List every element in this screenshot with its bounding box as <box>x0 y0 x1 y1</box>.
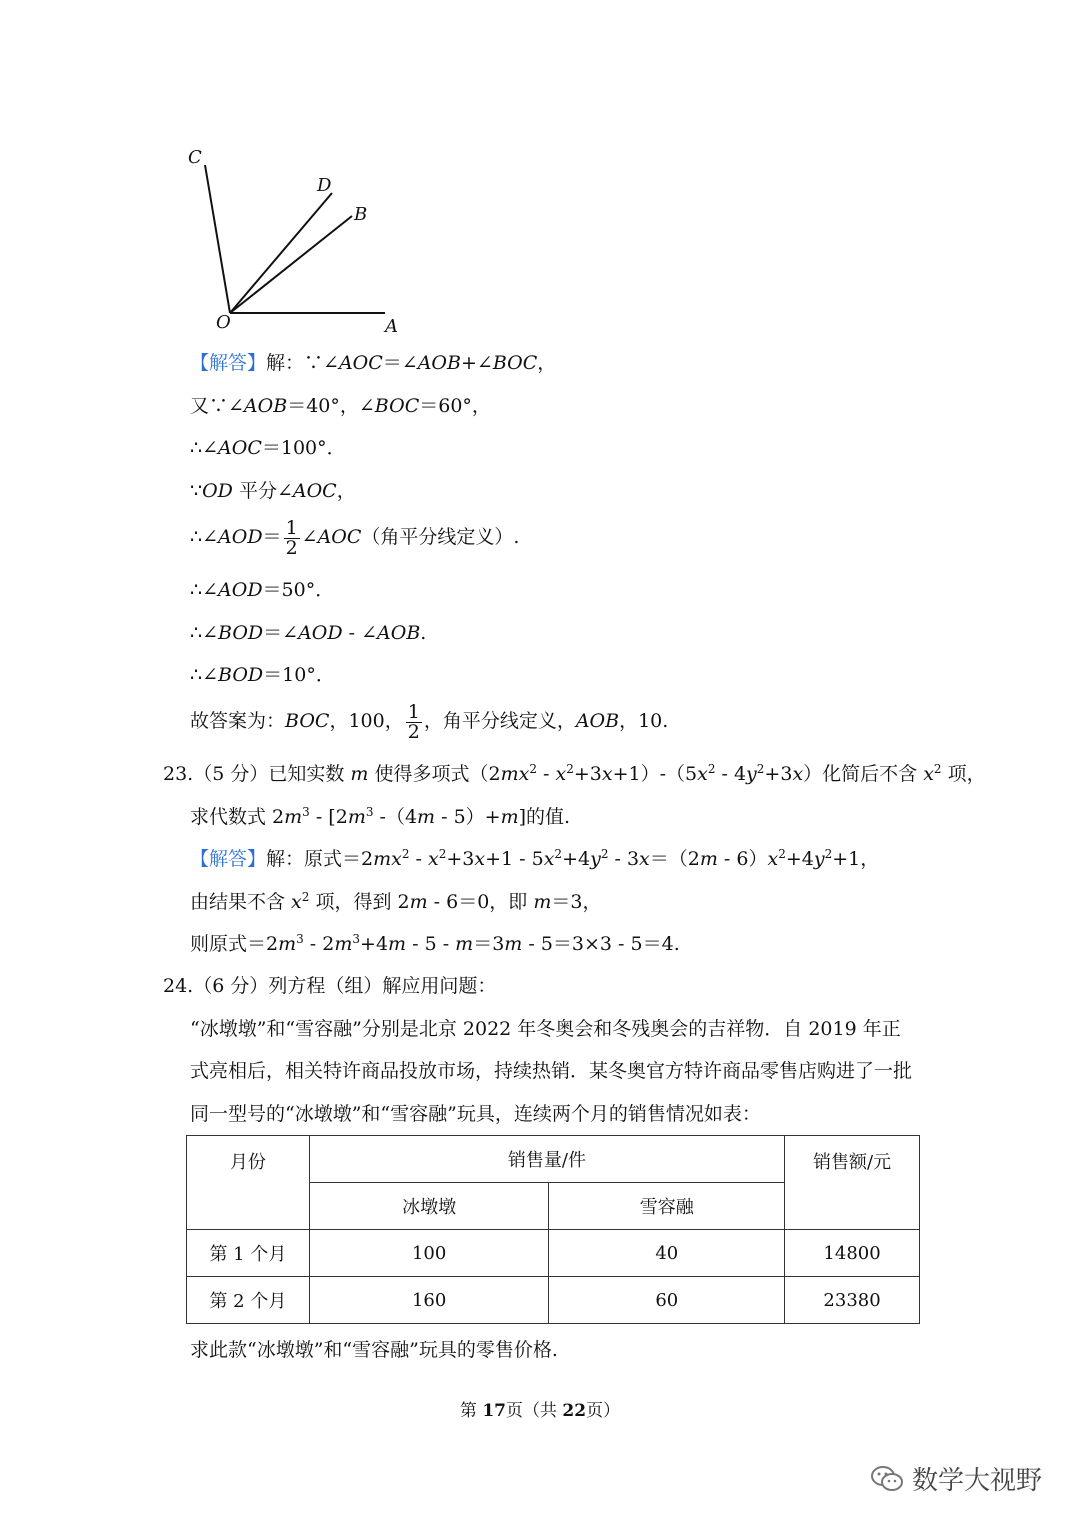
label-O: O <box>216 312 231 333</box>
label-A: A <box>385 316 398 337</box>
cell-amount: 23380 <box>785 1277 920 1324</box>
q22-line-2: 又∵∠AOB＝40°，∠BOC＝60°， <box>190 395 491 417</box>
q22-line-6: ∴∠AOD＝50°． <box>190 579 335 601</box>
fraction-half: $\frac{1}{2}$ <box>285 516 298 559</box>
q22-line-3: ∴∠AOC＝100°． <box>190 437 346 459</box>
q23-solution-line-1: 【解答】解：原式$=2mx^2 - x^2+3x+1 - 5x^2+4y^2 - 3x=(2m - 6)x^2+4y^2+1$， <box>190 847 880 870</box>
cell-qty-b: 40 <box>549 1230 785 1277</box>
cell-amount: 14800 <box>785 1230 920 1277</box>
label-C: C <box>188 147 202 168</box>
cell-qty-a: 100 <box>309 1230 549 1277</box>
wechat-icon <box>870 1465 904 1493</box>
q22-line-4: ∵OD 平分∠AOC， <box>190 480 356 502</box>
cell-qty-b: 60 <box>549 1277 785 1324</box>
subheader-bingdwendwen: 冰墩墩 <box>309 1183 549 1230</box>
q22-line-8: ∴∠BOD＝10°． <box>190 664 335 686</box>
label-B: B <box>354 204 368 225</box>
cell-qty-a: 160 <box>309 1277 549 1324</box>
q24-paragraph-line-3: 同一型号的“冰墩墩”和“雪容融”玩具，连续两个月的销售情况如表： <box>190 1103 761 1125</box>
q23-statement-line-1: 23.（5 分）已知实数 m 使得多项式$(2mx^2 - x^2+3x+1)-(5x^2 - 4y^2+3x)$化简后不含 $x^2$ 项， <box>163 762 986 785</box>
fraction-half-answer: $\frac{1}{2}$ <box>407 700 420 743</box>
header-month: 月份 <box>187 1136 310 1230</box>
watermark: 数学大视野 <box>870 1460 1042 1497</box>
header-amount: 销售额/元 <box>785 1136 920 1230</box>
table-row <box>187 1277 920 1324</box>
q23-solution-line-2: 由结果不含 $x^2$ 项，得到 2m - 6＝0，即 m＝3， <box>190 890 602 913</box>
answer-tag: 【解答】 <box>190 352 267 374</box>
sales-table <box>186 1135 920 1324</box>
ray-OD <box>230 193 332 313</box>
q24-title: 24.（6 分）列方程（组）解应用问题： <box>163 975 497 997</box>
q22-answer-line: 故答案为：BOC，100， $\frac{1}{2}$ ，角平分线定义，AOB，10. <box>190 700 669 743</box>
q24-question: 求此款“冰墩墩”和“雪容融”玩具的零售价格. <box>190 1339 558 1361</box>
q24-number: 24. <box>163 975 194 997</box>
q23-statement-line-2: 求代数式 $2m^3 - [2m^3$ -（4m - 5）+m]的值. <box>190 805 571 828</box>
page-total: 22 <box>562 1401 587 1421</box>
q22-line-5: ∴∠AOD＝ $\frac{1}{2}$ ∠AOC（角平分线定义）. <box>190 516 520 559</box>
page-footer: 第 17页（共 22页） <box>459 1401 621 1421</box>
q23-number: 23. <box>163 763 194 785</box>
ray-OC <box>205 165 230 313</box>
subheader-shueyrhonrhon: 雪容融 <box>549 1183 785 1230</box>
header-qty: 销售量/件 <box>309 1136 784 1183</box>
q22-line-7: ∴∠BOD＝∠AOD - ∠AOB. <box>190 622 427 644</box>
label-D: D <box>317 175 332 196</box>
cell-month: 第 1 个月 <box>187 1230 310 1277</box>
q24-paragraph-line-1: “冰墩墩”和“雪容融”分别是北京 2022 年冬奥会和冬残奥会的吉祥物．自 2019 年正 <box>190 1018 901 1040</box>
table-row <box>187 1230 920 1277</box>
cell-month: 第 2 个月 <box>187 1277 310 1324</box>
ray-OB <box>230 216 352 313</box>
q22-line-1: 【解答】解：∵∠AOC＝∠AOB+∠BOC， <box>190 352 557 374</box>
page-number: 17 <box>482 1401 506 1421</box>
answer-tag: 【解答】 <box>190 848 267 870</box>
angle-figure <box>180 140 420 340</box>
table-header-row <box>187 1136 920 1183</box>
q24-paragraph-line-2: 式亮相后，相关特许商品投放市场，持续热销．某冬奥官方特许商品零售店购进了一批 <box>190 1060 913 1082</box>
q23-solution-line-3: 则原式$=2m^3 - 2m^3+4m - 5 - m=3m - 5=3\times 3 - 5=4$. <box>190 932 680 955</box>
